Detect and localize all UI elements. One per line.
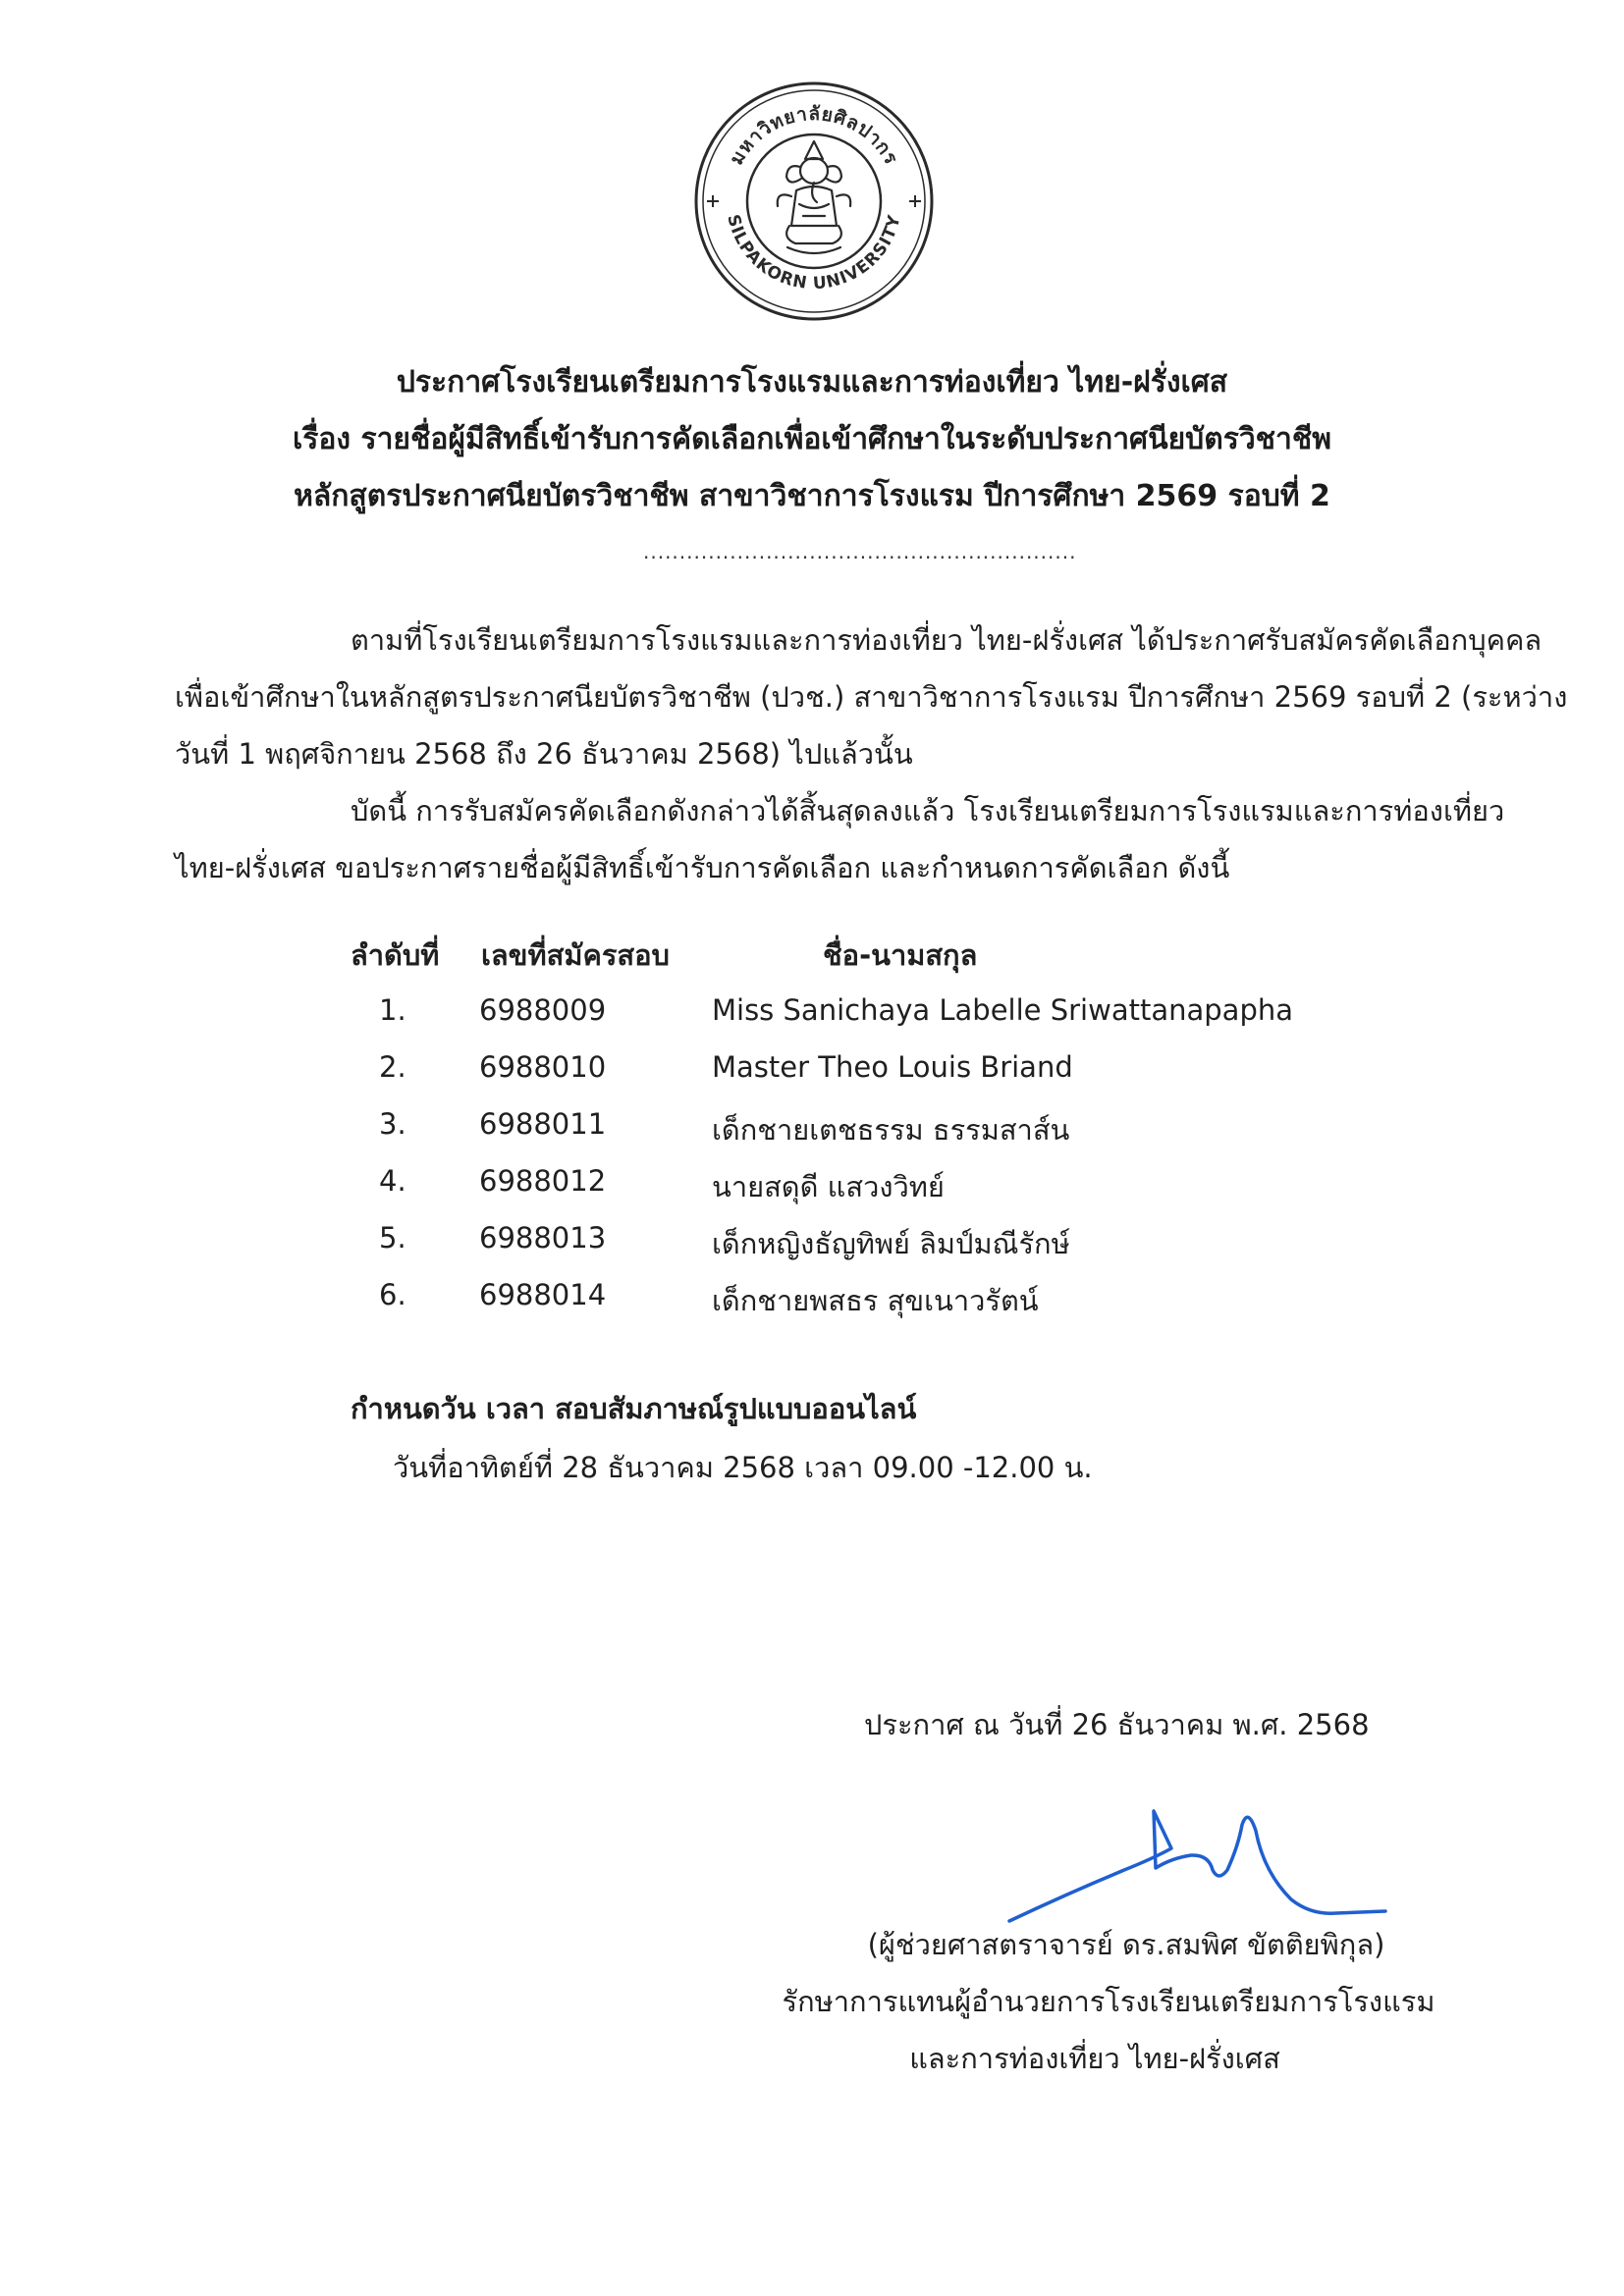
row-order: 3.	[379, 1107, 406, 1141]
row-applicant-number: 6988013	[479, 1221, 607, 1255]
row-order: 1.	[379, 993, 406, 1027]
row-applicant-number: 6988014	[479, 1278, 607, 1311]
announcement-program: หลักสูตรประกาศนียบัตรวิชาชีพ สาขาวิชาการโรงแรม ปีการศึกษา 2569 รอบที่ 2	[294, 479, 1330, 513]
row-order: 4.	[379, 1164, 406, 1198]
row-order: 6.	[379, 1278, 406, 1311]
signatory-name: (ผู้ช่วยศาสตราจารย์ ดร.สมพิศ ขัตติยพิกุล)	[867, 1928, 1385, 1961]
row-applicant-number: 6988009	[479, 993, 607, 1027]
announcement-date: ประกาศ ณ วันที่ 26 ธันวาคม พ.ศ. 2568	[864, 1708, 1370, 1741]
row-full-name: นายสดุดี แสวงวิทย์	[712, 1170, 945, 1203]
row-full-name: Master Theo Louis Briand	[712, 1050, 1073, 1084]
row-full-name: เด็กชายพสธร สุขเนาวรัตน์	[712, 1284, 1039, 1317]
row-applicant-number: 6988010	[479, 1050, 607, 1084]
svg-text:มหาวิทยาลัยศิลปากร: มหาวิทยาลัยศิลปากร	[726, 102, 902, 169]
body-paragraph-1-line-1: ตามที่โรงเรียนเตรียมการโรงแรมและการท่องเที่ยว ไทย-ฝรั่งเศส ได้ประกาศรับสมัครคัดเลือกบุคคล	[351, 623, 1543, 657]
university-seal-logo	[693, 80, 935, 322]
body-paragraph-1-line-2: เพื่อเข้าศึกษาในหลักสูตรประกาศนียบัตรวิชาชีพ (ปวช.) สาขาวิชาการโรงแรม ปีการศึกษา 2569 รอบที่ 2 (ระหว่าง	[175, 680, 1568, 714]
signatory-title-line-1: รักษาการแทนผู้อำนวยการโรงเรียนเตรียมการโรงแรม	[782, 1985, 1435, 2018]
row-applicant-number: 6988012	[479, 1164, 607, 1198]
row-order: 5.	[379, 1221, 406, 1255]
body-paragraph-2-line-2: ไทย-ฝรั่งเศส ขอประกาศรายชื่อผู้มีสิทธิ์เข้ารับการคัดเลือก และกำหนดการคัดเลือก ดังนี้	[175, 851, 1230, 884]
row-full-name: เด็กชายเตชธรรม ธรรมสาส์น	[712, 1113, 1070, 1147]
interview-schedule-title: กำหนดวัน เวลา สอบสัมภาษณ์รูปแบบออนไลน์	[351, 1392, 917, 1425]
signature-mark	[1006, 1801, 1389, 1929]
table-header-full-name: ชื่อ-นามสกุล	[823, 938, 978, 972]
announcement-subject: เรื่อง รายชื่อผู้มีสิทธิ์เข้ารับการคัดเลือกเพื่อเข้าศึกษาในระดับประกาศนียบัตรวิชาชีพ	[292, 422, 1332, 456]
signatory-title-line-2: และการท่องเที่ยว ไทย-ฝรั่งเศส	[909, 2042, 1280, 2075]
interview-schedule-datetime: วันที่อาทิตย์ที่ 28 ธันวาคม 2568 เวลา 09.00 -12.00 น.	[393, 1451, 1093, 1484]
body-paragraph-2-line-1: บัดนี้ การรับสมัครคัดเลือกดังกล่าวได้สิ้นสุดลงแล้ว โรงเรียนเตรียมการโรงแรมและการท่องเที่ยว	[351, 794, 1505, 828]
svg-text:SILPAKORN UNIVERSITY: SILPAKORN UNIVERSITY	[723, 212, 905, 294]
row-order: 2.	[379, 1050, 406, 1084]
announcement-title: ประกาศโรงเรียนเตรียมการโรงแรมและการท่องเที่ยว ไทย-ฝรั่งเศส	[396, 365, 1228, 400]
row-full-name: เด็กหญิงธัญทิพย์ ลิมป์มณีรักษ์	[712, 1227, 1070, 1260]
row-applicant-number: 6988011	[479, 1107, 607, 1141]
body-paragraph-1-line-3: วันที่ 1 พฤศจิกายน 2568 ถึง 26 ธันวาคม 2568) ไปแล้วนั้น	[175, 737, 913, 771]
heading-divider: ............................................................	[643, 540, 1077, 563]
table-header-order: ลำดับที่	[351, 938, 440, 972]
row-full-name: Miss Sanichaya Labelle Sriwattanapapha	[712, 993, 1294, 1027]
table-header-applicant-number: เลขที่สมัครสอบ	[481, 938, 670, 972]
